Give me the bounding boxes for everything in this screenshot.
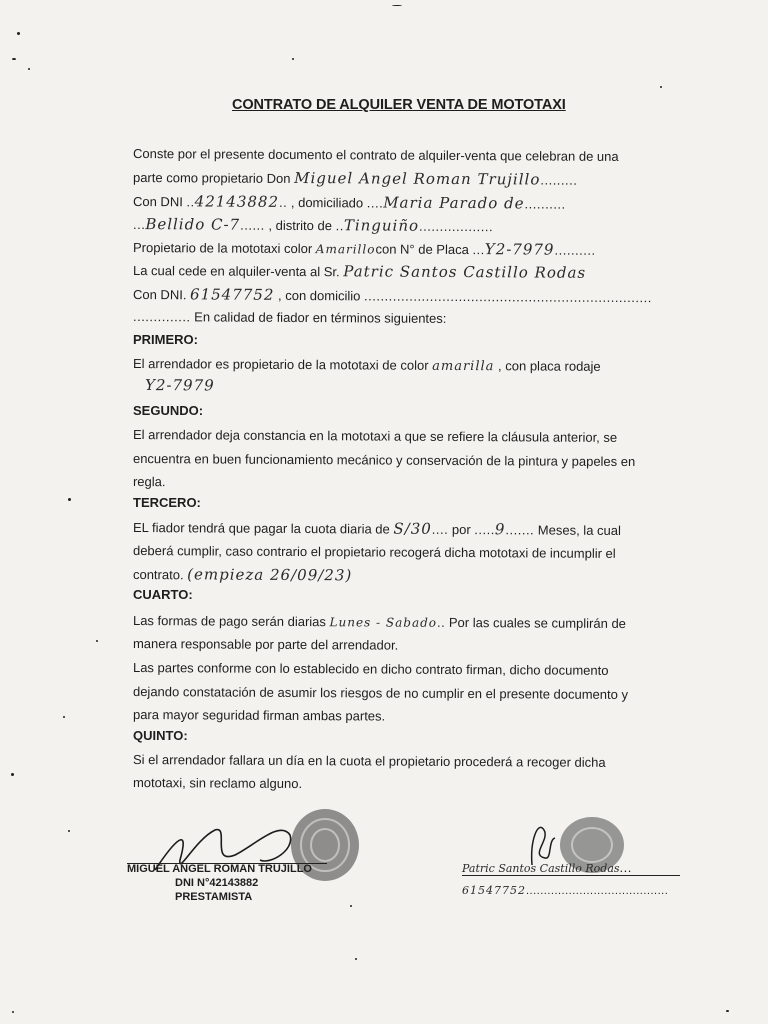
left-signer-name: MIGUEL ANGEL ROMAN TRUJILLO [127, 863, 312, 875]
primero-color-handwritten: amarilla [432, 358, 495, 375]
owner-address-handwritten-2: Bellido C-7 [145, 215, 241, 234]
months-handwritten: 9 [494, 520, 506, 539]
lessee-label: La cual cede en alquiler-venta al Sr. [132, 263, 344, 280]
lessee-domicile-label: , con domicilio [274, 287, 365, 304]
primero-line-1 [133, 356, 601, 375]
left-signer-role: PRESTAMISTA [175, 891, 253, 903]
segundo-line-2: encuentra en buen funcionamiento mecánico y conservación de la pintura y papeles en [132, 451, 636, 470]
owner-address-handwritten-1: Maria Parado de [383, 193, 525, 213]
payment-days-handwritten: Lunes - Sabado [329, 615, 438, 630]
primero-plate-handwritten: Y2-7979 [144, 376, 215, 395]
right-signer-dni-line: 61547752........................................ [462, 884, 669, 897]
clause-primero-heading: PRIMERO: [133, 332, 198, 347]
cuarto-text-end: Por las cuales se cumplirán de [445, 614, 626, 632]
primero-line-2 [145, 376, 215, 394]
scan-speck [28, 68, 30, 70]
district-handwritten: Tinguiño [343, 216, 420, 235]
scan-speck [392, 5, 402, 6]
intro-line-8: .............. En calidad de fiador en términos siguientes: [132, 309, 447, 326]
cuarto-line-4: dejando constatación de asumir los riesgos de no cumplir en el presente documento y [132, 684, 629, 703]
scan-speck [17, 32, 20, 35]
cuarto-line-2: manera responsable por parte del arrendador. [132, 636, 399, 653]
scan-speck [12, 58, 16, 60]
document-title: CONTRATO DE ALQUILER VENTA DE MOTOTAXI [232, 97, 566, 113]
dni-label: Con DNI [132, 194, 187, 210]
cuarto-line-3: Las partes conforme con lo establecido en dicho contrato firman, dicho documento [132, 660, 609, 678]
right-signer-name-handwritten: Patric Santos Castillo Rodas [462, 862, 620, 875]
right-signer-name-line: Patric Santos Castillo Rodas... [462, 860, 632, 875]
cuarto-text: Las formas de pago serán diarias [132, 613, 330, 630]
mototaxi-color-handwritten: Amarillo [315, 242, 376, 257]
start-date-handwritten: (empieza 26/09/23) [187, 565, 353, 585]
daily-fee-handwritten: S/30 [393, 519, 432, 538]
scan-speck [11, 773, 14, 776]
scan-speck [68, 830, 70, 832]
intro-line-5: Propietario de la mototaxi color Amarillocon N° de Placa ...Y2-7979.......... [132, 240, 596, 259]
domicile-label: , domiciliado [287, 194, 367, 211]
contrato-label: contrato. [132, 567, 188, 583]
por-label: por [448, 521, 475, 538]
clause-segundo-heading: SEGUNDO: [133, 403, 204, 418]
lessee-dni-handwritten: 61547752 [190, 285, 275, 304]
quinto-line-1: Si el arrendador fallara un día en la cuota el propietario procederá a recoger dicha [132, 752, 606, 770]
primero-text: El arrendador es propietario de la mototaxi de color [132, 356, 433, 373]
scan-speck [355, 958, 357, 960]
owner-name-handwritten: Miguel Angel Roman Trujillo [294, 168, 541, 189]
cuarto-line-1: Las formas de pago serán diarias Lunes - Sabado.. Por las cuales se cumplirán de [132, 613, 626, 632]
scan-speck [660, 86, 662, 88]
cuarto-line-5: para mayor seguridad firman ambas partes. [132, 707, 386, 724]
scan-speck [63, 716, 65, 718]
right-signer-dni-handwritten: 61547752 [462, 884, 526, 897]
clause-cuarto-heading: CUARTO: [133, 587, 193, 602]
tercero-line-3 [133, 565, 352, 584]
mototaxi-color-label: Propietario de la mototaxi color [132, 240, 316, 257]
intro-line-3: Con DNI ..42143882.. , domiciliado ....Maria Parado de.......... [132, 192, 566, 213]
scan-speck [68, 498, 71, 501]
intro-line-2: parte como propietario Don Miguel Angel Roman Trujillo......... [132, 168, 578, 189]
owner-dni-handwritten: 42143882 [194, 192, 280, 211]
scan-speck [726, 1010, 729, 1012]
lessee-dni-label: Con DNI. [132, 287, 191, 303]
plate-handwritten: Y2-7979 [484, 240, 555, 259]
lessee-name-handwritten: Patric Santos Castillo Rodas [343, 262, 587, 282]
intro-owner-label: parte como propietario Don [132, 170, 295, 186]
scan-speck [12, 1011, 14, 1013]
months-label: Meses, la cual [534, 522, 621, 538]
tercero-line-2: deberá cumplir, caso contrario el propietario recogerá dicha mototaxi de incumplir el [132, 543, 616, 561]
tercero-text: EL fiador tendrá que pagar la cuota diaria de [132, 520, 394, 537]
intro-line-6 [133, 261, 586, 282]
intro-line-1: Conste por el presente documento el contrato de alquiler-venta que celebran de una [132, 146, 619, 164]
scan-speck [350, 905, 352, 907]
segundo-line-1: El arrendador deja constancia en la mototaxi a que se refiere la cláusula anterior, se [132, 427, 618, 445]
intro-line-4: ...Bellido C-7...... , distrito de ..Tinguiño.................. [132, 215, 494, 235]
tercero-line-1: EL fiador tendrá que pagar la cuota diaria de S/30.... por .....9....... Meses, la cual [132, 519, 621, 539]
intro-line-7: Con DNI. 61547752 , con domicilio ...................................................................... [132, 285, 652, 306]
segundo-line-3: regla. [132, 474, 166, 490]
scan-speck [292, 58, 294, 60]
left-signer-dni: DNI N°42143882 [175, 877, 259, 889]
clause-quinto-heading: QUINTO: [133, 728, 188, 743]
scan-speck [96, 640, 98, 642]
quinto-line-2: mototaxi, sin reclamo alguno. [132, 775, 303, 792]
district-label: , distrito de [264, 217, 336, 234]
right-signature-line [462, 875, 680, 876]
primero-plate-label: , con placa rodaje [494, 358, 601, 374]
plate-label: con N° de Placa [375, 241, 473, 258]
guarantor-terms: En calidad de fiador en términos siguientes: [194, 309, 447, 326]
clause-tercero-heading: TERCERO: [133, 495, 201, 510]
